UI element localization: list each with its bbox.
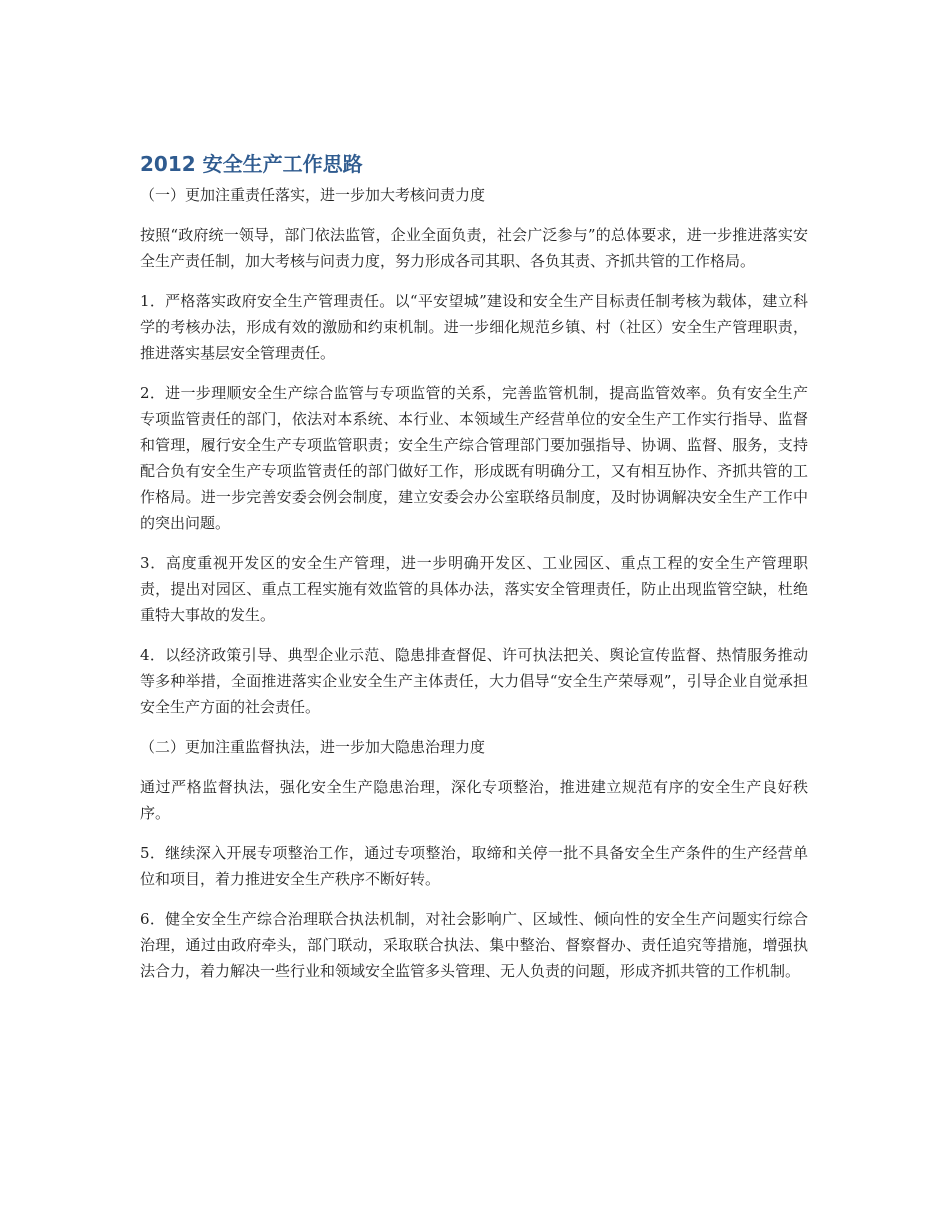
- paragraph-intro-2: 通过严格监督执法，强化安全生产隐患治理，深化专项整治，推进建立规范有序的安全生产良好秩序。: [140, 778, 808, 822]
- paragraph-item-3: 3．高度重视开发区的安全生产管理，进一步明确开发区、工业园区、重点工程的安全生产管理职责，提出对园区、重点工程实施有效监管的具体办法，落实安全管理责任，防止出现监管空缺，杜绝重特大事故的发生。: [140, 554, 808, 624]
- paragraph-intro-1: 按照“政府统一领导，部门依法监管，企业全面负责，社会广泛参与”的总体要求，进一步推进落实安全生产责任制，加大考核与问责力度，努力形成各司其职、各负其责、齐抓共管的工作格局。: [140, 226, 808, 270]
- paragraph-item-1: 1．严格落实政府安全生产管理责任。以“平安望城”建设和安全生产目标责任制考核为载体，建立科学的考核办法，形成有效的激励和约束机制。进一步细化规范乡镇、村（社区）安全生产管理职责，推进落实基层安全管理责任。: [140, 292, 808, 362]
- page-title: 2012 安全生产工作思路: [140, 152, 363, 176]
- section-heading-2: （二）更加注重监督执法，进一步加大隐患治理力度: [140, 738, 486, 756]
- paragraph-item-6: 6．健全安全生产综合治理联合执法机制，对社会影响广、区域性、倾向性的安全生产问题实行综合治理，通过由政府牵头，部门联动，采取联合执法、集中整治、督察督办、责任追究等措施，增强执法合力，着力解决一些行业和领域安全监管多头管理、无人负责的问题，形成齐抓共管的工作机制。: [140, 910, 808, 980]
- paragraph-item-5: 5．继续深入开展专项整治工作，通过专项整治，取缔和关停一批不具备安全生产条件的生产经营单位和项目，着力推进安全生产秩序不断好转。: [140, 844, 808, 888]
- section-heading-1: （一）更加注重责任落实，进一步加大考核问责力度: [140, 186, 486, 204]
- document-body: [140, 148, 808, 998]
- paragraph-item-2: 2．进一步理顺安全生产综合监管与专项监管的关系，完善监管机制，提高监管效率。负有安全生产专项监管责任的部门，依法对本系统、本行业、本领域生产经营单位的安全生产工作实行指导、监督和管理，履行安全生产专项监管职责；安全生产综合管理部门要加强指导、协调、监督、服务，支持配合负有安全生产专项监管责任的部门做好工作，形成既有明确分工，又有相互协作、齐抓共管的工作格局。进一步完善安委会例会制度，建立安委会办公室联络员制度，及时协调解决安全生产工作中的突出问题。: [140, 384, 808, 532]
- paragraph-item-4: 4．以经济政策引导、典型企业示范、隐患排查督促、许可执法把关、舆论宣传监督、热情服务推动等多种举措，全面推进落实企业安全生产主体责任，大力倡导“安全生产荣辱观”，引导企业自觉承担安全生产方面的社会责任。: [140, 646, 808, 716]
